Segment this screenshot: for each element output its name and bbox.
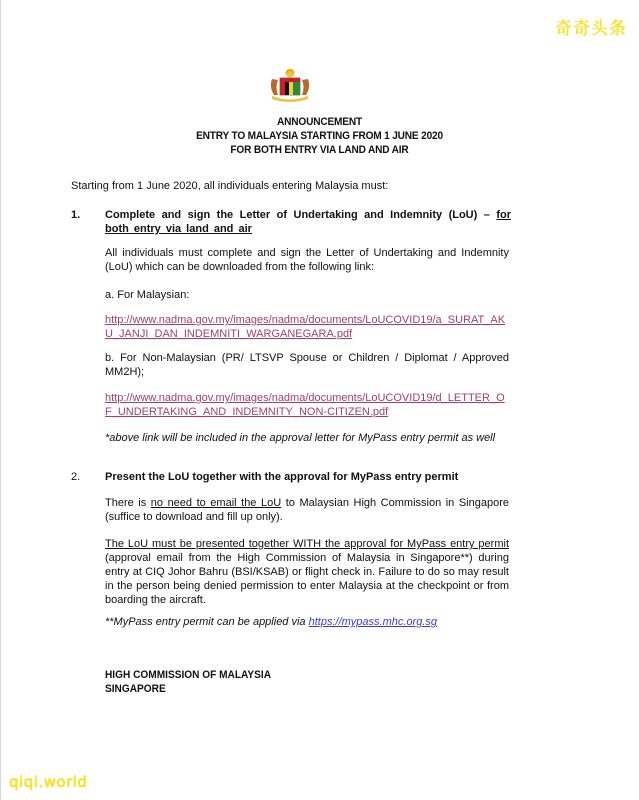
malaysian-lou-link[interactable]: http://www.nadma.gov.my/images/nadma/documents/LoUCOVID19/a_SURAT_AKU_JANJI_DAN_INDEMNITI_WARGANEGARA.pdf bbox=[105, 314, 506, 340]
malaysia-coat-of-arms-icon bbox=[266, 67, 314, 103]
item-2-para-1-start: There is bbox=[105, 497, 151, 509]
non-malaysian-lou-link[interactable]: http://www.nadma.gov.my/images/nadma/documents/LoUCOVID19/d_LETTER_OF_UNDERTAKING_AND_INDEMNITY_NON-CITIZEN.pdf bbox=[105, 392, 505, 418]
item-1-heading bbox=[105, 208, 511, 236]
title-line-3: FOR BOTH ENTRY VIA LAND AND AIR bbox=[230, 144, 409, 156]
item-2-number: 2. bbox=[71, 471, 81, 483]
item-2-para-2-end: (approval email from the High Commission of Malaysia in Singapore**) during entry at CIQ Johor Bahru (BSI/KSAB) or flight check in. Failure to do so may result in the person being denied permission to enter Malaysia at the checkpoint or from boarding the aircraft. bbox=[105, 552, 509, 606]
item-2-para-1 bbox=[105, 496, 509, 524]
watermark-top: 奇奇头条 bbox=[555, 19, 627, 39]
item-1-sub-a-link-container bbox=[105, 313, 509, 341]
item-1-sub-b-label: b. For Non-Malaysian (PR/ LTSVP Spouse or Children / Diplomat / Approved MM2H); bbox=[105, 352, 509, 378]
item-1-sub-b-link-container bbox=[105, 391, 509, 419]
item-2-note bbox=[105, 615, 509, 629]
item-1-sub-a-label: a. For Malaysian: bbox=[105, 289, 190, 301]
announcement-title bbox=[26, 115, 614, 157]
item-1-number: 1. bbox=[71, 209, 81, 221]
item-1-note: *above link will be included in the approval letter for MyPass entry permit as well bbox=[105, 432, 496, 444]
item-2-para-2 bbox=[105, 537, 509, 607]
item-2-heading: Present the LoU together with the approval for MyPass entry permit bbox=[105, 471, 459, 483]
mypass-link[interactable]: https://mypass.mhc.org.sg bbox=[308, 616, 437, 628]
item-2-para-1-end: to Malaysian High Commission in Singapore (suffice to download and fill up only). bbox=[105, 497, 509, 523]
signature-line-2: SINGAPORE bbox=[105, 683, 166, 695]
item-2-para-1-underlined: no need to email the LoU bbox=[150, 497, 282, 509]
item-2-para-2-underlined: The LoU must be presented together WITH the approval for MyPass entry permit bbox=[105, 538, 509, 550]
watermark-bottom: qiqi.world bbox=[9, 773, 88, 791]
page-edge bbox=[0, 0, 1, 800]
title-line-1: ANNOUNCEMENT bbox=[277, 116, 362, 128]
item-2-note-text: **MyPass entry permit can be applied via bbox=[105, 616, 309, 628]
signature-block bbox=[105, 668, 271, 696]
intro-text: Starting from 1 June 2020, all individuals entering Malaysia must: bbox=[71, 180, 389, 192]
title-line-2: ENTRY TO MALAYSIA STARTING FROM 1 JUNE 2020 bbox=[196, 130, 443, 142]
item-2 bbox=[71, 470, 511, 484]
item-1 bbox=[71, 208, 511, 236]
signature-line-1: HIGH COMMISSION OF MALAYSIA bbox=[105, 669, 272, 681]
item-1-heading-underlined: for both entry via land and air bbox=[105, 209, 511, 235]
item-1-body: All individuals must complete and sign the Letter of Undertaking and Indemnity (LoU) which can be downloaded from the following link: bbox=[105, 247, 509, 273]
item-1-heading-text: Complete and sign the Letter of Undertaking and Indemnity (LoU) – bbox=[105, 209, 497, 221]
